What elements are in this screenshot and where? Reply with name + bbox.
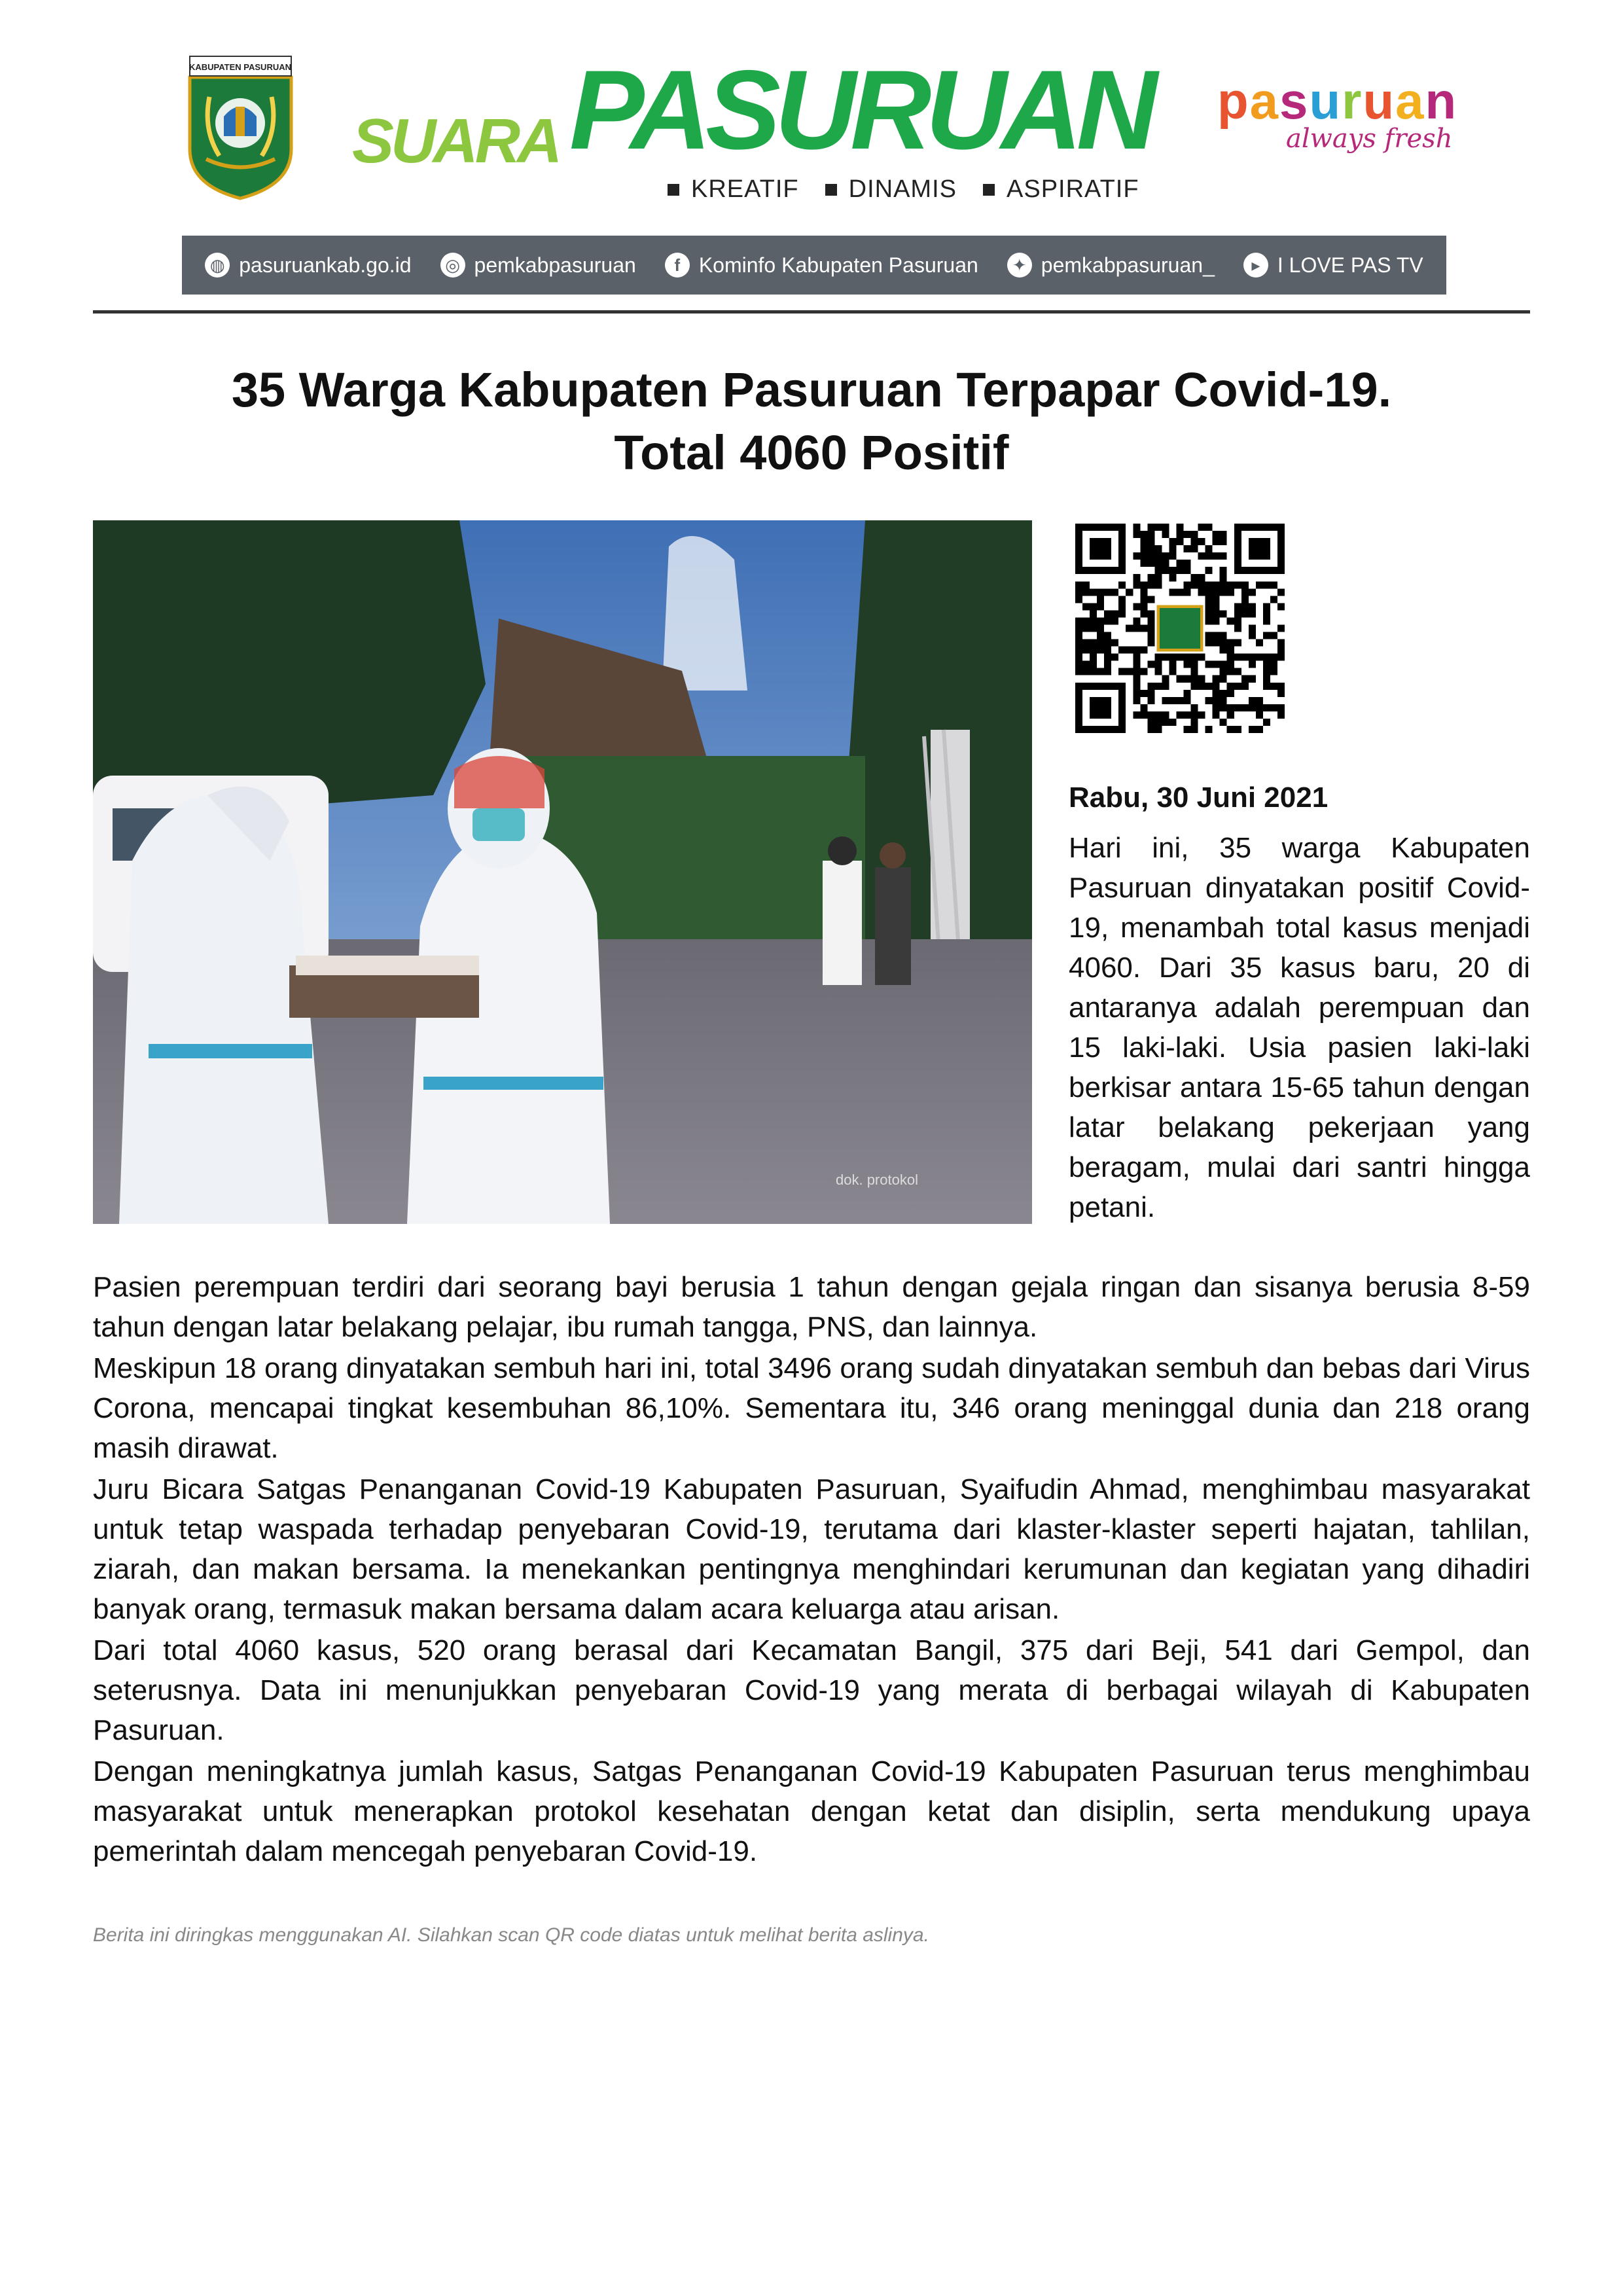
lead-paragraph: Hari ini, 35 warga Kabupaten Pasuruan dinyatakan positif Covid-19, menambah total kasus menjadi 4060. Dari 35 kasus baru, 20 di antaranya adalah perempuan dan 15 laki-laki. Usia pasien laki-laki berkisar antara 15-65 tahun dengan latar belakang pekerjaan yang beragam, mulai dari santri hingga petani. bbox=[1069, 832, 1530, 1223]
article-title bbox=[93, 359, 1530, 484]
article-date: Rabu, 30 Juni 2021 bbox=[1069, 781, 1329, 814]
masthead-suara: SUARA bbox=[352, 106, 560, 176]
instagram-icon: ◎ bbox=[440, 253, 465, 278]
brand-word bbox=[1217, 72, 1459, 130]
photo-watermark: dok. protokol bbox=[836, 1172, 918, 1188]
brand-tagline: always fresh bbox=[1286, 124, 1453, 154]
brand-letter: u bbox=[1363, 72, 1396, 130]
tagline-item: ASPIRATIF bbox=[983, 175, 1139, 204]
bullet-square-icon bbox=[983, 184, 995, 196]
social-link-instagram[interactable]: ◎ pemkabpasuruan bbox=[440, 253, 636, 278]
social-link-website[interactable]: ◍ pasuruankab.go.id bbox=[205, 253, 411, 278]
ai-disclaimer: Berita ini diringkas menggunakan AI. Silahkan scan QR code diatas untuk melihat berita aslinya. bbox=[93, 1924, 929, 1946]
masthead-logo bbox=[347, 47, 1178, 176]
social-link-facebook[interactable]: f Kominfo Kabupaten Pasuruan bbox=[665, 253, 978, 278]
social-link-twitter[interactable]: ✦ pemkabpasuruan_ bbox=[1007, 253, 1215, 278]
bullet-square-icon bbox=[825, 184, 837, 196]
body-paragraph: Pasien perempuan terdiri dari seorang bayi berusia 1 tahun dengan gejala ringan dan sisanya berusia 8-59 tahun dengan latar belakang pelajar, ibu rumah tangga, PNS, dan lainnya. bbox=[93, 1271, 1530, 1343]
article-body bbox=[93, 1267, 1530, 1873]
brand-letter: n bbox=[1425, 72, 1458, 130]
article-photo bbox=[93, 520, 1032, 1224]
social-link-youtube[interactable]: ▸ I LOVE PAS TV bbox=[1243, 253, 1423, 278]
brand-letter: r bbox=[1342, 72, 1363, 130]
globe-icon: ◍ bbox=[205, 253, 230, 278]
masthead-tagline bbox=[668, 175, 1139, 204]
masthead-pasuruan: PASURUAN bbox=[569, 47, 1152, 173]
brand-letter: u bbox=[1309, 72, 1342, 130]
body-paragraph: Dengan meningkatnya jumlah kasus, Satgas Penanganan Covid-19 Kabupaten Pasuruan terus menghimbau masyarakat untuk menerapkan protokol kesehatan dengan ketat dan disiplin, serta mendukung upaya pemerintah dalam mencegah penyebaran Covid-19. bbox=[93, 1755, 1530, 1867]
body-paragraph: Juru Bicara Satgas Penanganan Covid-19 Kabupaten Pasuruan, Syaifudin Ahmad, menghimbau masyarakat untuk tetap waspada terhadap penyebaran Covid-19, terutama dari klaster-klaster seperti hajatan, tahlilan, ziarah, dan makan bersama. Ia menekankan pentingnya menghindari kerumunan dan kegiatan yang dihadiri banyak orang, termasuk makan bersama dalam acara keluarga atau arisan. bbox=[93, 1473, 1530, 1625]
facebook-icon: f bbox=[665, 253, 690, 278]
youtube-icon: ▸ bbox=[1243, 253, 1268, 278]
social-media-bar bbox=[182, 236, 1446, 295]
qr-code[interactable] bbox=[1075, 524, 1285, 733]
bullet-square-icon bbox=[668, 184, 679, 196]
title-line-2: Total 4060 Positif bbox=[614, 425, 1009, 480]
twitter-icon: ✦ bbox=[1007, 253, 1032, 278]
article-lead-column bbox=[1069, 828, 1530, 1227]
body-paragraph: Dari total 4060 kasus, 520 orang berasal dari Kecamatan Bangil, 375 dari Beji, 541 dari Gempol, dan seterusnya. Data ini menunjukkan penyebaran Covid-19 yang merata di berbagai wilayah di Kabupaten Pasuruan. bbox=[93, 1634, 1530, 1746]
brand-letter: p bbox=[1217, 72, 1250, 130]
tagline-item: KREATIF bbox=[668, 175, 799, 204]
crest-label: KABUPATEN PASURUAN bbox=[189, 62, 291, 72]
body-paragraph: Meskipun 18 orang dinyatakan sembuh hari ini, total 3496 orang sudah dinyatakan sembuh dan bebas dari Virus Corona, mencapai tingkat kesembuhan 86,10%. Sementara itu, 346 orang meninggal dunia dan 218 orang masih dirawat. bbox=[93, 1352, 1530, 1464]
brand-letter: a bbox=[1249, 72, 1280, 130]
title-line-1: 35 Warga Kabupaten Pasuruan Terpapar Covid-19. bbox=[231, 363, 1392, 417]
tagline-item: DINAMIS bbox=[825, 175, 957, 204]
brand-letter: a bbox=[1395, 72, 1425, 130]
pasuruan-always-fresh-logo bbox=[1217, 72, 1459, 180]
brand-letter: s bbox=[1279, 72, 1310, 130]
header-divider bbox=[93, 310, 1530, 314]
regency-crest-logo bbox=[183, 51, 298, 202]
